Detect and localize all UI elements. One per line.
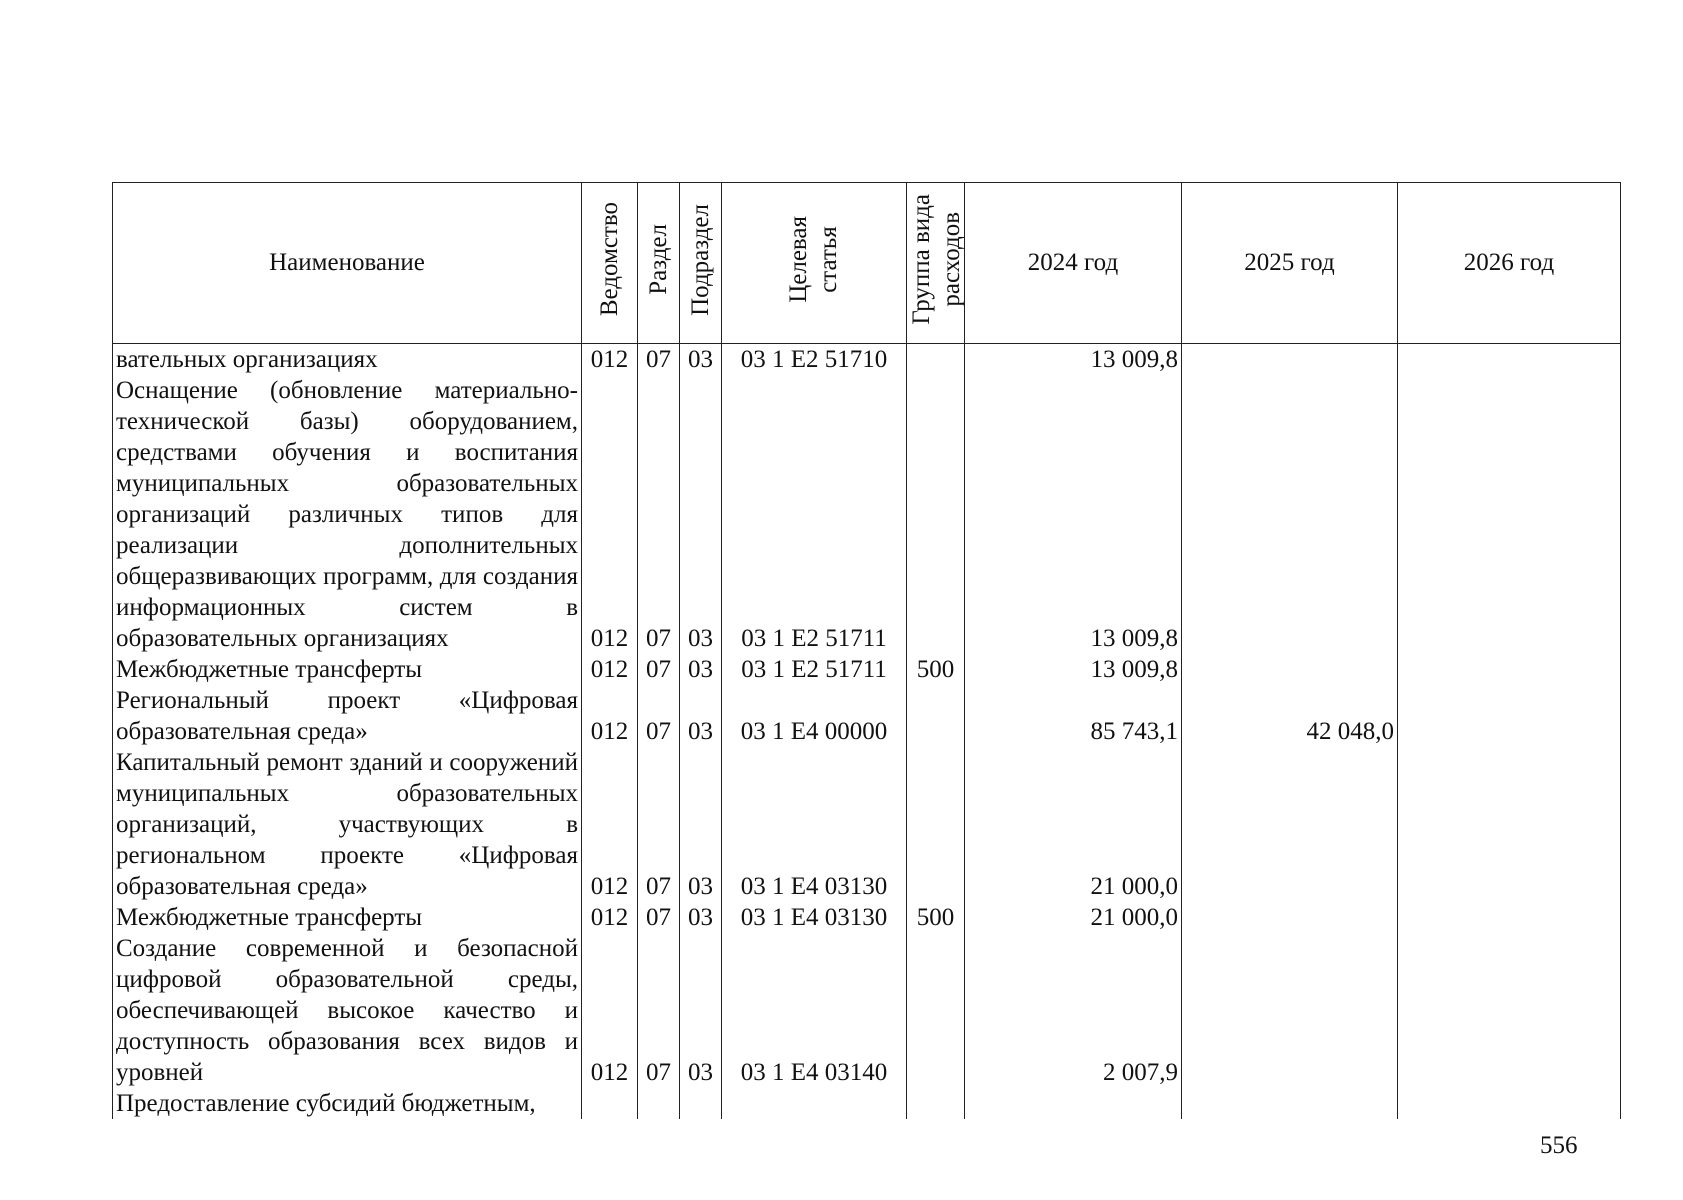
header-2026: 2026 год xyxy=(1398,183,1621,344)
row-target: 03 1 E2 51711 xyxy=(722,375,907,654)
row-section xyxy=(638,1088,680,1119)
row-dept: 012 xyxy=(582,902,638,933)
row-target: 03 1 E4 03130 xyxy=(722,902,907,933)
row-2024: 13 009,8 xyxy=(965,375,1182,654)
row-2024: 13 009,8 xyxy=(965,344,1182,376)
row-subsection: 03 xyxy=(680,933,722,1088)
row-section: 07 xyxy=(638,933,680,1088)
table-row xyxy=(113,344,1621,376)
table-body xyxy=(113,344,1621,1120)
budget-table xyxy=(112,182,1621,1119)
row-2024: 2 007,9 xyxy=(965,933,1182,1088)
row-2026 xyxy=(1398,685,1621,747)
row-expense-group: 500 xyxy=(907,654,965,685)
row-name: Региональный проект «Цифровая образовательная среда» xyxy=(113,685,582,747)
header-expense-group: Группа вида расходов xyxy=(907,183,965,344)
row-name: вательных организациях xyxy=(113,344,582,376)
row-subsection xyxy=(680,1088,722,1119)
row-2025 xyxy=(1182,747,1398,902)
row-section: 07 xyxy=(638,344,680,376)
row-subsection: 03 xyxy=(680,375,722,654)
row-section: 07 xyxy=(638,375,680,654)
header-2024: 2024 год xyxy=(965,183,1182,344)
row-dept: 012 xyxy=(582,933,638,1088)
row-name: Предоставление субсидий бюджетным, xyxy=(113,1088,582,1119)
row-expense-group xyxy=(907,1088,965,1119)
row-2025 xyxy=(1182,344,1398,376)
header-dept: Ведомство xyxy=(582,183,638,344)
row-target xyxy=(722,1088,907,1119)
row-2026 xyxy=(1398,933,1621,1088)
row-2024 xyxy=(965,1088,1182,1119)
row-2025 xyxy=(1182,654,1398,685)
row-2025: 42 048,0 xyxy=(1182,685,1398,747)
row-target: 03 1 E2 51711 xyxy=(722,654,907,685)
row-2024: 21 000,0 xyxy=(965,747,1182,902)
row-section: 07 xyxy=(638,747,680,902)
row-dept: 012 xyxy=(582,685,638,747)
row-expense-group xyxy=(907,747,965,902)
row-2026 xyxy=(1398,1088,1621,1119)
row-2026 xyxy=(1398,902,1621,933)
table-row xyxy=(113,654,1621,685)
row-target: 03 1 E4 00000 xyxy=(722,685,907,747)
row-2024: 21 000,0 xyxy=(965,902,1182,933)
row-section: 07 xyxy=(638,902,680,933)
row-2026 xyxy=(1398,654,1621,685)
header-name: Наименование xyxy=(113,183,582,344)
row-subsection: 03 xyxy=(680,902,722,933)
table-row xyxy=(113,747,1621,902)
header-target: Целевая статья xyxy=(722,183,907,344)
row-expense-group xyxy=(907,933,965,1088)
row-2026 xyxy=(1398,344,1621,376)
header-subsection: Подраздел xyxy=(680,183,722,344)
row-expense-group xyxy=(907,375,965,654)
row-2025 xyxy=(1182,902,1398,933)
row-expense-group: 500 xyxy=(907,902,965,933)
row-2024: 13 009,8 xyxy=(965,654,1182,685)
row-dept: 012 xyxy=(582,747,638,902)
row-dept: 012 xyxy=(582,375,638,654)
row-section: 07 xyxy=(638,685,680,747)
row-2024: 85 743,1 xyxy=(965,685,1182,747)
row-2025 xyxy=(1182,933,1398,1088)
row-target: 03 1 E4 03130 xyxy=(722,747,907,902)
header-row xyxy=(113,183,1621,344)
row-target: 03 1 E4 03140 xyxy=(722,933,907,1088)
row-target: 03 1 E2 51710 xyxy=(722,344,907,376)
row-name: Капитальный ремонт зданий и сооружений муниципальных образовательных организаций, участвующих в региональном проекте «Цифровая образовательная среда» xyxy=(113,747,582,902)
table-row xyxy=(113,933,1621,1088)
row-section: 07 xyxy=(638,654,680,685)
row-name: Оснащение (обновление материально-технической базы) оборудованием, средствами обучения и воспитания муниципальных образовательных организаций различных типов для реализации дополнительных общеразвивающих программ, для создания информационных систем в образовательных организациях xyxy=(113,375,582,654)
table-row xyxy=(113,902,1621,933)
table-row xyxy=(113,1088,1621,1119)
table-row xyxy=(113,375,1621,654)
row-expense-group xyxy=(907,685,965,747)
row-subsection: 03 xyxy=(680,654,722,685)
row-name: Межбюджетные трансферты xyxy=(113,654,582,685)
table-row xyxy=(113,685,1621,747)
row-subsection: 03 xyxy=(680,344,722,376)
page-number: 556 xyxy=(1540,1132,1578,1159)
row-2025 xyxy=(1182,1088,1398,1119)
row-2025 xyxy=(1182,375,1398,654)
row-subsection: 03 xyxy=(680,747,722,902)
row-2026 xyxy=(1398,747,1621,902)
row-dept xyxy=(582,1088,638,1119)
row-name: Межбюджетные трансферты xyxy=(113,902,582,933)
row-dept: 012 xyxy=(582,344,638,376)
row-2026 xyxy=(1398,375,1621,654)
header-section: Раздел xyxy=(638,183,680,344)
row-dept: 012 xyxy=(582,654,638,685)
row-expense-group xyxy=(907,344,965,376)
row-name: Создание современной и безопасной цифровой образовательной среды, обеспечивающей высокое качество и доступность образования всех видов и уровней xyxy=(113,933,582,1088)
header-2025: 2025 год xyxy=(1182,183,1398,344)
row-subsection: 03 xyxy=(680,685,722,747)
